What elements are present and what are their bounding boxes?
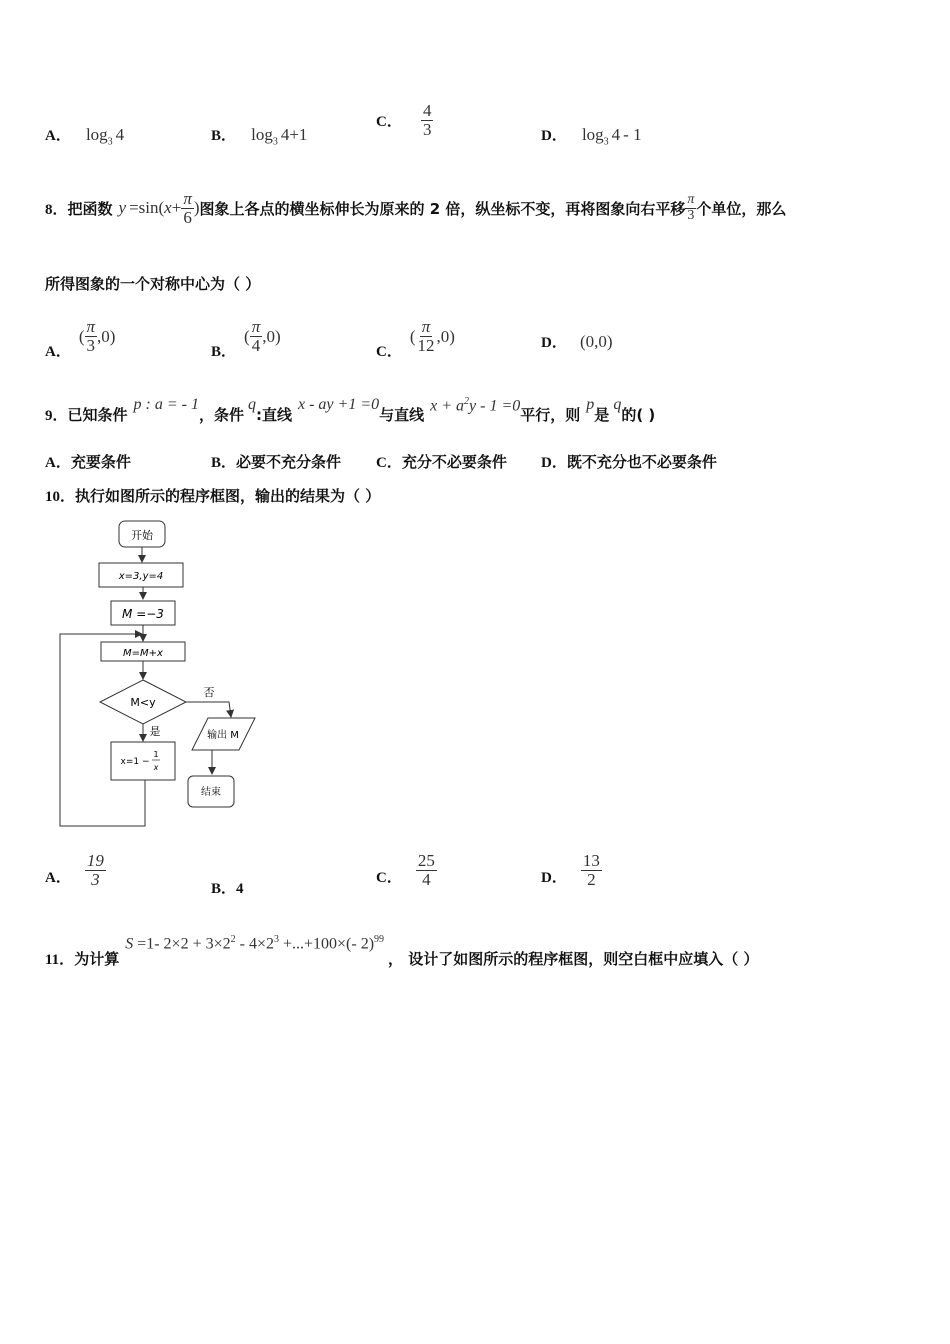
q10-flowchart	[55, 515, 260, 835]
q8-option-b: B． ( $\frac{\pi}{4}$ ,0)	[211, 317, 281, 360]
flow-m-init-label: M =−3	[122, 607, 164, 621]
q7-option-a: A． $\log_3 4$	[45, 125, 125, 148]
q8-stem-line2: 所得图象的一个对称中心为（ ）	[45, 275, 261, 293]
q9-option-b: B．必要不充分条件	[211, 453, 342, 471]
flow-start-label: 开始	[131, 529, 153, 542]
q8-stem: 8． 把函数 y =sin( x + $\frac{\pi}{6}$ ) 图象上各点的横坐标伸长为原来的 2 倍，纵坐标不变，再将图象向右平移 $\frac{\pi}{3}$ 个单位，那么	[45, 189, 787, 227]
q8-option-d: D． (0,0)	[541, 332, 613, 351]
q8-option-a: A． ( $\frac{\pi}{3}$ ,0)	[45, 317, 116, 360]
flow-loop-arrow	[60, 634, 145, 826]
flow-condition-label: M<y	[130, 696, 156, 709]
q7-option-d: D． $\log_3 4 - 1$	[541, 125, 642, 148]
flow-update-label: M=M+x	[123, 648, 163, 659]
flow-end-label: 结束	[201, 787, 221, 798]
q10-option-c: C． $\frac{25}{4}$	[376, 851, 435, 889]
q9-option-d: D．既不充分也不必要条件	[541, 453, 717, 471]
q9-option-c: C．充分不必要条件	[376, 453, 507, 471]
q8-function: y =sin( x + $\frac{\pi}{6}$ )	[118, 189, 200, 227]
q10-option-d: D． $\frac{13}{2}$	[541, 851, 600, 889]
q10-option-b: B．4	[211, 881, 244, 897]
flow-init-label: x=3,y=4	[118, 571, 164, 582]
q8-option-c: C． ( $\frac{\pi}{12}$ ,0)	[376, 317, 455, 360]
q7-option-b: B． $\log_3 4+1$	[211, 125, 308, 148]
flow-yes-label: 是	[149, 725, 161, 738]
q10-stem: 10．执行如图所示的程序框图，输出的结果为（ ）	[45, 487, 381, 505]
flow-output-label: 输出 M	[207, 730, 239, 741]
flow-x-update-label: x=1 −	[120, 757, 150, 767]
flow-no-label: 否	[203, 686, 215, 699]
q11-stem: 11． 为计算 S =1- $2\times 2 + 3\times 2^2 - 4\times 2^3 +...+100\times(-$ 2)$^{99}$ ， 设计了如图所示的程序框图，则空白框中应填入（ ）	[45, 934, 759, 968]
q9-option-a: A．充要条件	[45, 453, 131, 471]
q10-option-a: A． $\frac{19}{3}$	[45, 851, 104, 889]
flow-x-update-den: x	[153, 763, 159, 772]
q7-option-c: C． $\frac{4}{3}$	[376, 101, 432, 139]
q9-stem: 9． 已知条件 p : a = - 1 ，条件 q :直线 x - ay +1 =0 与直线 $x + a^2y - 1 =0$ 平行，则 p 是 q 的( )	[45, 396, 656, 424]
flow-x-update-num: 1	[153, 750, 159, 759]
q11-formula: S =1- $2\times 2 + 3\times 2^2 - 4\times 2^3 +...+100\times(-$ 2)$^{99}$	[125, 934, 385, 953]
